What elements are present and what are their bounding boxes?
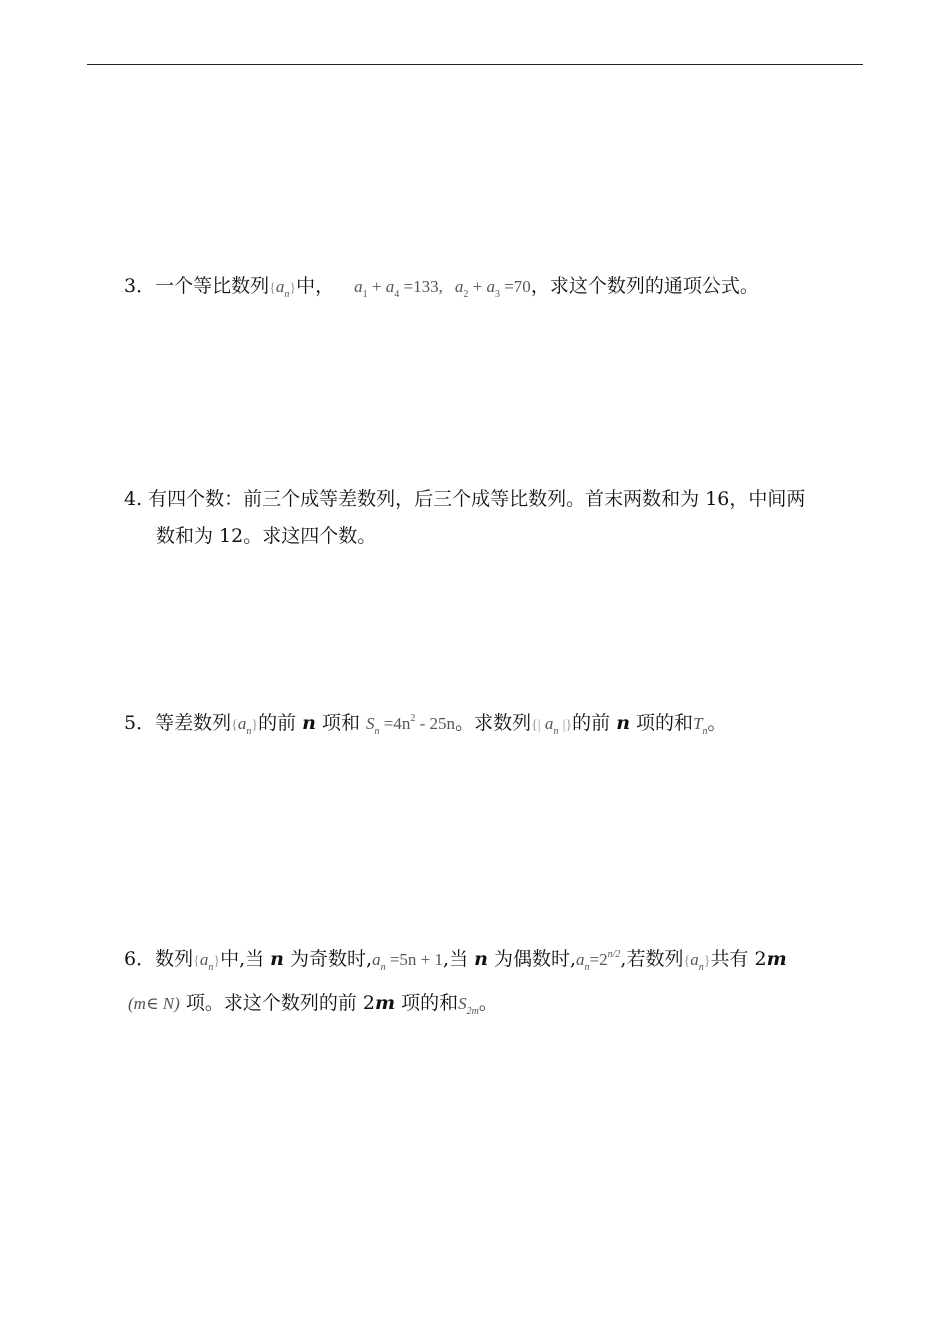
- q6-m: m: [766, 948, 787, 970]
- q6-odd-rhs: =5n + 1: [389, 950, 444, 969]
- q6-line2-text-2: 项的和: [395, 992, 459, 1014]
- q6-line2-text: 项。求这个数列的前 2: [185, 992, 375, 1014]
- q5-text-5: 的前: [572, 712, 617, 734]
- q5-formula-rhs: =4n: [383, 714, 411, 733]
- q5-formula-tail: - 25n: [415, 714, 456, 733]
- q6-text-6: ,若数列: [620, 948, 684, 970]
- q6-seq-an: $\{a_n\}$: [193, 950, 221, 973]
- q5-tn: $T_n$: [693, 714, 708, 737]
- q4-line-1: 4. 有四个数：前三个成等差数列，后三个成等比数列。首末两数和为 16，中间两: [124, 488, 806, 510]
- q5-seq-abs-an: {| $a_n$ |}: [531, 714, 573, 737]
- q3-eq1-value: =133: [403, 277, 439, 296]
- q6-even-formula: $a_n=2^{n/2}$: [576, 949, 621, 973]
- q3-text-3: ，求这个数列的通项公式。: [530, 275, 759, 297]
- q5-text-4: 。求数列: [455, 712, 532, 734]
- q5-n: n: [302, 712, 316, 734]
- q5-number: 5．: [124, 712, 156, 734]
- q6-text-3: 为奇数时,: [284, 948, 373, 970]
- q6-text-1: 数列: [155, 948, 194, 970]
- q4-line-2: 数和为 12。求这四个数。: [156, 525, 377, 547]
- q3-text-1: 一个等比数列: [155, 275, 270, 297]
- q3-equation-2: $a_2 + a_3 =70$: [454, 277, 531, 300]
- q6-n-1: n: [270, 948, 284, 970]
- q6-n-2: n: [474, 948, 488, 970]
- question-3: [124, 274, 759, 302]
- q6-s2m: $S_{2m}$: [458, 994, 479, 1017]
- question-5: [124, 711, 727, 739]
- q6-number: 6．: [124, 948, 156, 970]
- question-6-line-1: [124, 947, 787, 975]
- q5-n-2: n: [616, 712, 631, 734]
- q6-m-in-n: (m∈ N): [128, 994, 180, 1013]
- q6-even-rhs: =2: [589, 950, 608, 969]
- q3-eq2-value: =70: [504, 277, 531, 296]
- q6-text-7: 共有 2: [710, 948, 767, 970]
- q5-text-3: 项和: [315, 712, 360, 734]
- q6-text-4: ,当: [443, 948, 475, 970]
- q3-seq-an: $\{a_n\}$: [269, 277, 297, 300]
- q6-seq-an-2: $\{a_n\}$: [683, 950, 711, 973]
- q5-seq-an: $\{a_n\}$: [231, 714, 259, 737]
- q6-m-2: m: [374, 992, 396, 1014]
- q5-text-6: 项的和: [630, 712, 694, 734]
- q5-formula-sn: $S_n =4n^2 - 25n$: [366, 713, 456, 737]
- q6-odd-formula: $a_n =5n + 1$: [372, 950, 444, 973]
- question-6-line-2: [128, 991, 498, 1019]
- q3-equation-1: $a_1 + a_4 =133$,: [354, 277, 443, 300]
- q5-text-2: 的前: [258, 712, 303, 734]
- q6-text-5: 为偶数时,: [487, 948, 577, 970]
- q5-text-1: 等差数列: [155, 712, 232, 734]
- q3-number: 3．: [124, 275, 156, 297]
- q6-line2-end: 。: [478, 992, 498, 1014]
- q5-end: 。: [707, 712, 727, 734]
- q3-text-2: 中，: [296, 275, 335, 297]
- header-rule: [87, 64, 863, 65]
- q6-text-2: 中,当: [220, 948, 271, 970]
